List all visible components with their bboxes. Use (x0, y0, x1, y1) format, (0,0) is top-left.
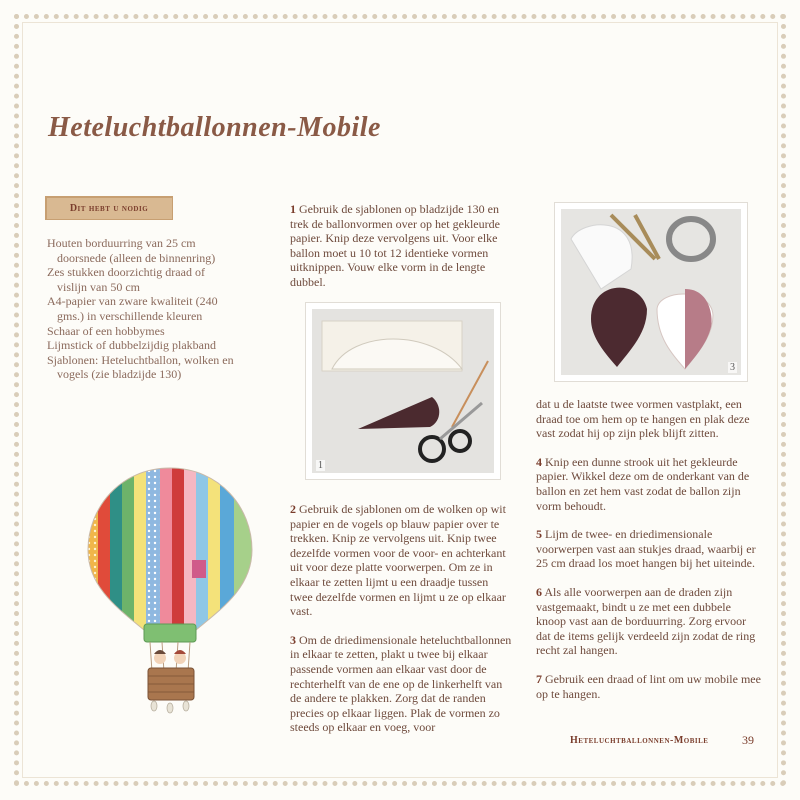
list-item: Schaar of een hobbymes (47, 323, 165, 338)
step-6: 6 Als alle voorwerpen aan de draden zijn vastgemaakt, bindt u ze met een dubbele knoop vast aan de borduurring. Zorg ervoor dat de items gelijk verdeeld zijn zodat de ring recht zal hangen. (536, 584, 756, 658)
photo-number: 3 (730, 362, 735, 373)
photo-number: 1 (318, 460, 323, 471)
photo-step-3 (554, 202, 748, 382)
instructions-column-1b (290, 502, 512, 749)
list-item: Sjablonen: Heteluchtballon, wolken en vogels (zie bladzijde 130) (47, 352, 234, 382)
page-number: 39 (742, 733, 754, 747)
materials-tag: Dit hebt u nodig (45, 196, 173, 220)
page-title: Heteluchtballonnen-Mobile (48, 112, 381, 143)
step-3-continued: dat u de laatste twee vormen vastplakt, een draad toe om hem op te hangen en plak deze vast zodat hij op zijn plek blijft zitten. (536, 397, 750, 441)
step-1: 1 Gebruik de sjablonen op bladzijde 130 en trek de ballonvormen over op het gekleurde papier. Knip deze vervolgens uit. Voor elke ballon moet u 10 tot 12 identieke vormen uitknippen. Vouw elke vorm in de lengte dubbel. (290, 202, 500, 289)
step-2: 2 Gebruik de sjablonen om de wolken op wit papier en de vogels op blauw papier over te trekken. Knip ze vervolgens uit. Knip twee dezelfde vormen voor de voor- en achterkant uit voor deze platte voorwerpen. Om ze in elkaar te zetten lijmt u een draadje tussen twee dezelfde vormen en lijmt u ze op elkaar vast. (290, 502, 506, 619)
list-item: Zes stukken doorzichtig draad of vislijn van 50 cm (47, 265, 205, 294)
list-item: Houten borduurring van 25 cm doorsnede (alleen de binnenring) (47, 236, 216, 265)
step-5: 5 Lijm de twee- en driedimensionale voorwerpen vast aan stukjes draad, waarbij er 25 cm draad los moet hangen bij het uiteinde. (536, 527, 756, 571)
list-item: A4-papier van zware kwaliteit (240 gms.) in verschillende kleuren (47, 294, 218, 323)
hot-air-balloon-illustration (80, 462, 260, 720)
step-7: 7 Gebruik een draad of lint om uw mobile mee op te hangen. (536, 671, 761, 701)
step-4: 4 Knip een dunne strook uit het gekleurde papier. Wikkel deze om de onderkant van de ballon en zet hem vast zodat de ballon zijn vorm behoudt. (536, 454, 750, 513)
paper-balloon-photo (561, 209, 741, 375)
list-item: Lijmstick of dubbelzijdig plakband (47, 338, 216, 353)
instructions-column-1 (290, 202, 512, 304)
materials-list (47, 236, 237, 382)
step-3: 3 Om de driedimensionale heteluchtballonnen in elkaar te zetten, plakt u twee bij elkaar passende vormen aan elkaar vast door de rechterhelft van de ene op de linkerhelft van de andere te plakken. Zorg dat de randen precies op elkaar liggen. Plak de vormen zo steeds op elkaar en voeg, voor (290, 632, 512, 735)
running-footer: Heteluchtballonnen-Mobile (570, 735, 709, 746)
photo-step-1 (305, 302, 501, 480)
instructions-column-2 (536, 397, 762, 715)
paper-cutout-photo (312, 309, 494, 473)
